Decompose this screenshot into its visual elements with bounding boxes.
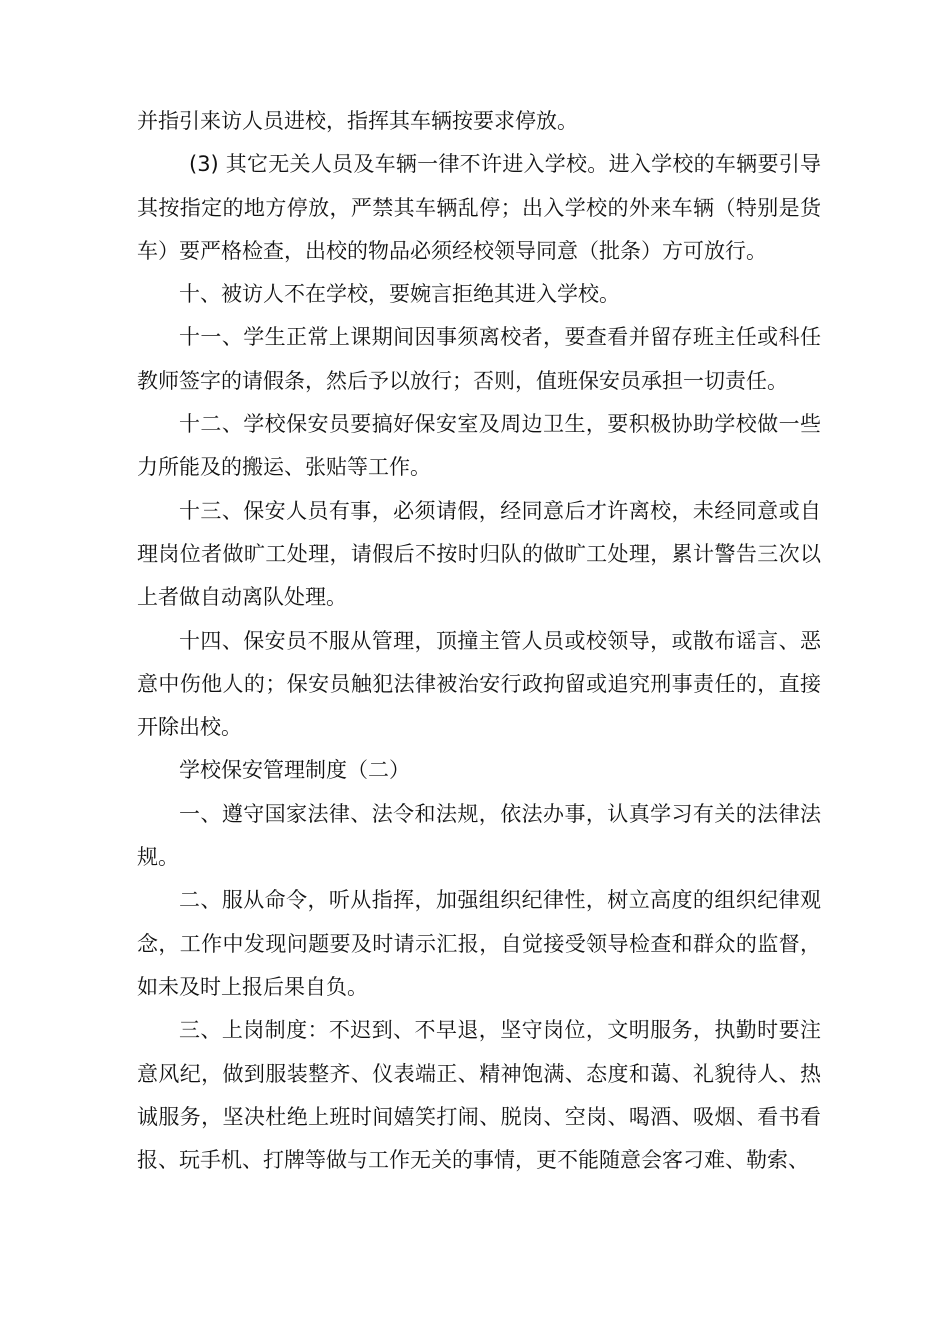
paragraph-rule-2: 二、服从命令，听从指挥，加强组织纪律性，树立高度的组织纪律观念，工作中发现问题要及时请示汇报，自觉接受领导检查和群众的监督，如未及时上报后果自负。 [137,888,821,999]
paragraph-rule-11: 十一、学生正常上课期间因事须离校者，要查看并留存班主任或科任教师签字的请假条，然后予以放行；否则，值班保安员承担一切责任。 [137,325,821,393]
paragraph-rule-14: 十四、保安员不服从管理，顶撞主管人员或校领导，或散布谣言、恶意中伤他人的；保安员触犯法律被治安行政拘留或追究刑事责任的，直接开除出校。 [137,628,821,740]
paragraph-rule-13: 十三、保安人员有事，必须请假，经同意后才许离校，未经同意或自理岗位者做旷工处理，请假后不按时归队的做旷工处理，累计警告三次以上者做自动离队处理。 [137,498,821,610]
paragraph-continuation: 并指引来访人员进校，指挥其车辆按要求停放。 [137,109,578,133]
document-page [137,100,821,1182]
paragraph-rule-10: 十、被访人不在学校，要婉言拒绝其进入学校。 [179,282,620,307]
paragraph-rule-12: 十二、学校保安员要搞好保安室及周边卫生，要积极协助学校做一些力所能及的搬运、张贴等工作。 [137,412,821,480]
section-heading: 学校保安管理制度（二） [179,758,410,783]
paragraph-item-3: (3) 其它无关人员及车辆一律不许进入学校。进入学校的车辆要引导其按指定的地方停放，严禁其车辆乱停；出入学校的外来车辆（特别是货车）要严格检查，出校的物品必须经校领导同意（批条）方可放行。 [137,152,821,263]
paragraph-rule-1: 一、遵守国家法律、法令和法规，依法办事，认真学习有关的法律法规。 [137,801,821,870]
paragraph-rule-3: 三、上岗制度：不迟到、不早退，坚守岗位，文明服务，执勤时要注意风纪，做到服装整齐、仪表端正、精神饱满、态度和蔼、礼貌待人、热诚服务，坚决杜绝上班时间嬉笑打闹、脱岗、空岗、喝酒、吸烟、看书看报、玩手机、打牌等做与工作无关的事情，更不能随意会客刁难、勒索、 [137,1018,821,1173]
